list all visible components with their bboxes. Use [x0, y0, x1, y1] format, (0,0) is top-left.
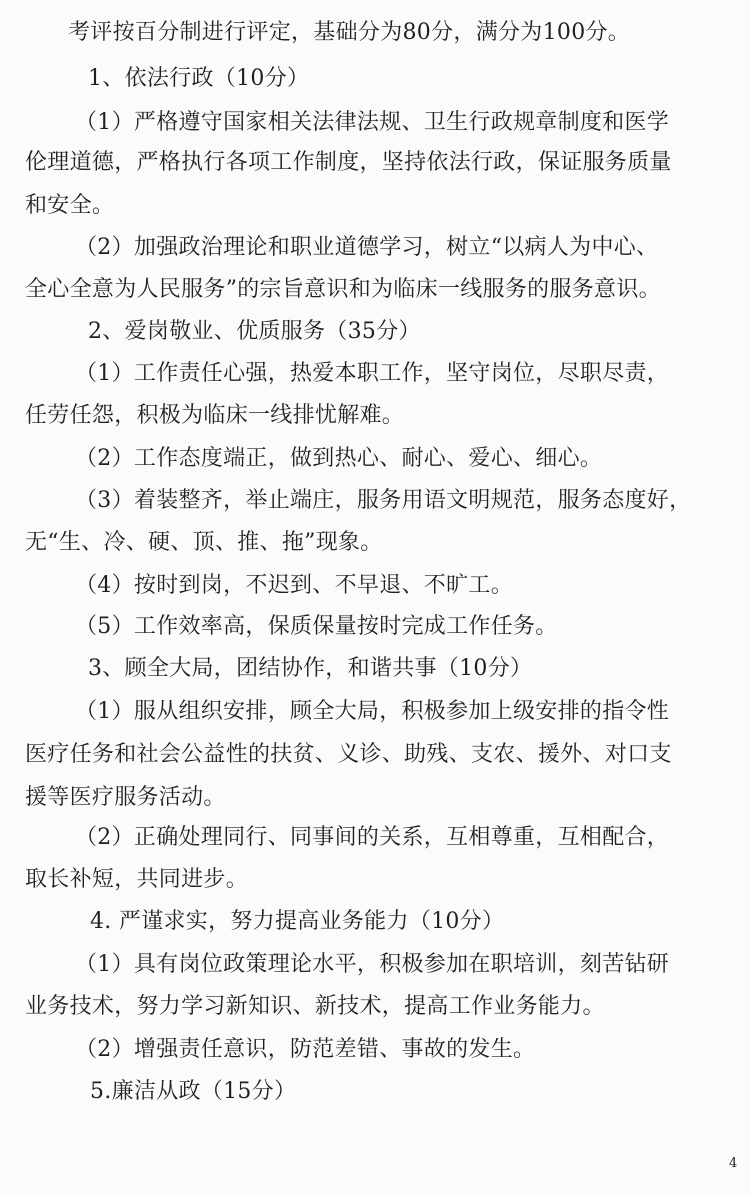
section-heading: 5.廉洁从政（15分） [90, 1079, 297, 1104]
text-line: 取长补短，共同进步。 [25, 867, 249, 892]
section-heading: 2、爱岗敬业、优质服务（35分） [88, 319, 421, 344]
text-line: 和安全。 [25, 193, 115, 218]
text-line: （2）正确处理同行、同事间的关系，互相尊重，互相配合， [75, 825, 670, 850]
text-line: （3）着装整齐，举止端庄，服务用语文明规范，服务态度好， [75, 488, 692, 513]
text-line: 任劳任怨，积极为临床一线排忧解难。 [25, 403, 405, 428]
text-line: （1）严格遵守国家相关法律法规、卫生行政规章制度和医学 [75, 110, 670, 135]
text-line: 无“生、冷、硬、顶、推、拖”现象。 [25, 530, 383, 555]
section-heading: 4. 严谨求实，努力提高业务能力（10分） [90, 909, 505, 934]
text-line: （4）按时到岗，不迟到、不早退、不旷工。 [75, 573, 513, 598]
text-line: （1）工作责任心强，热爱本职工作，坚守岗位，尽职尽责， [75, 361, 670, 386]
text-line: （1）具有岗位政策理论水平，积极参加在职培训，刻苦钻研 [75, 952, 670, 977]
text-line: 业务技术，努力学习新知识、新技术，提高工作业务能力。 [25, 994, 605, 1019]
text-line: 医疗任务和社会公益性的扶贫、义诊、助残、支农、援外、对口支 [25, 742, 672, 767]
section-heading: 1、依法行政（10分） [88, 66, 310, 91]
text-line: 考评按百分制进行评定，基础分为80分，满分为100分。 [68, 20, 631, 45]
text-line: （5）工作效率高，保质保量按时完成工作任务。 [75, 614, 558, 639]
text-line: 援等医疗服务活动。 [25, 785, 226, 810]
text-line: （2）增强责任意识，防范差错、事故的发生。 [75, 1037, 536, 1062]
text-line: 伦理道德，严格执行各项工作制度，坚持依法行政，保证服务质量 [25, 150, 672, 175]
section-heading: 3、顾全大局，团结协作，和谐共事（10分） [88, 656, 533, 681]
text-line: 全心全意为人民服务”的宗旨意识和为临床一线服务的服务意识。 [25, 277, 661, 302]
text-line: （2）加强政治理论和职业道德学习，树立“以病人为中心、 [75, 235, 659, 260]
text-line: （1）服从组织安排，顾全大局，积极参加上级安排的指令性 [75, 699, 670, 724]
text-line: （2）工作态度端正，做到热心、耐心、爱心、细心。 [75, 446, 603, 471]
page-number: 4 [729, 1156, 738, 1171]
